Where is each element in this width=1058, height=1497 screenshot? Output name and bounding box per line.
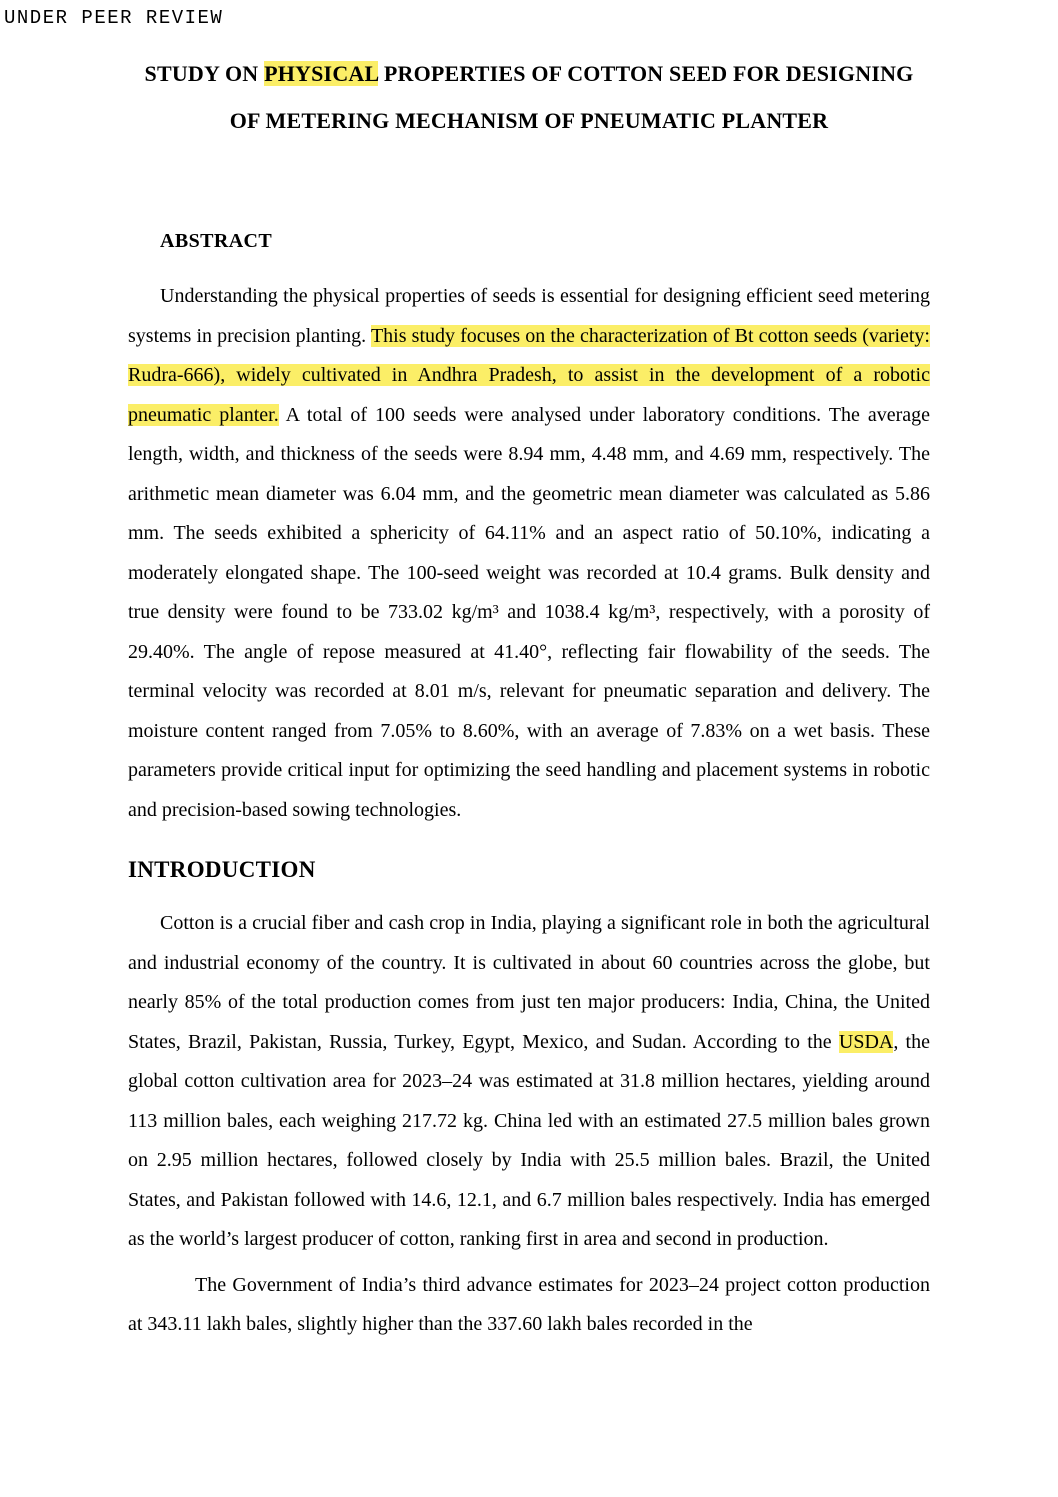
text-segment: A total of 100 seeds were analysed under laboratory conditions. The average length, width, and thickness of the seeds were 8.94 mm, 4.48 mm, and 4.69 mm, respectively. The arithmetic mean diameter was 6.04 mm, and the geometric mean diameter was calculated as 5.86 mm. The seeds exhibited a sphericity of 64.11% and an aspect ratio of 50.10%, indicating a moderately elongated shape. The 100-seed weight was recorded at 10.4 grams. Bulk density and true density were found to be 733.02 kg/m³ and 1038.4 kg/m³, respectively, with a porosity of 29.40%. The angle of repose measured at 41.40°, reflecting fair flowability of the seeds. The terminal velocity was recorded at 8.01 m/s, relevant for pneumatic separation and delivery. The moisture content ranged from 7.05% to 8.60%, with an average of 7.83% on a wet basis. These parameters provide critical input for optimizing the seed handling and placement systems in robotic and precision-based sowing technologies. [128,403,930,821]
highlighted-text: USDA [838,1030,894,1053]
paper-title [128,50,930,144]
text-segment: Cotton is a crucial fiber and cash crop in India, playing a significant role in both the agricultural and industrial economy of the country. It is cultivated in about 60 countries across the globe, but nearly 85% of the total production comes from just ten major producers: India, China, the United States, Brazil, Pakistan, Russia, Turkey, Egypt, Mexico, and Sudan. According to the [128,912,930,1053]
text-segment: , the global cotton cultivation area for 2023–24 was estimated at 31.8 million hectares, yielding around 113 million bales, each weighing 217.72 kg. China led with an estimated 27.5 million bales grown on 2.95 million hectares, followed closely by India with 25.5 million bales. Brazil, the United States, and Pakistan followed with 14.6, 12.1, and 6.7 million bales respectively. India has emerged as the world’s largest producer of cotton, ranking first in area and second in production. [128,1030,930,1250]
introduction-paragraph-2 [128,1266,930,1345]
highlighted-text: PHYSICAL [264,61,379,86]
abstract-heading: ABSTRACT [160,230,273,252]
text-segment: The Government of India’s third advance estimates for 2023–24 project cotton production at 343.11 lakh bales, slightly higher than the 337.60 lakh bales recorded in the [128,1273,930,1335]
introduction-heading: INTRODUCTION [128,857,316,882]
abstract-paragraph [128,277,930,830]
highlighted-text: This study focuses on the characterization of Bt cotton seeds (variety: Rudra-666), widely cultivated in Andhra Pradesh, to assist in the development of a robotic pneumatic planter. [128,324,930,426]
peer-review-watermark: UNDER PEER REVIEW [4,7,224,29]
text-segment: STUDY ON [144,61,265,86]
text-segment: PROPERTIES OF COTTON SEED FOR DESIGNING OF METERING MECHANISM OF PNEUMATIC PLANTER [229,61,914,133]
introduction-paragraph-1 [128,904,930,1260]
text-segment: Understanding the physical properties of seeds is essential for designing efficient seed metering systems in precision planting. [128,285,930,347]
